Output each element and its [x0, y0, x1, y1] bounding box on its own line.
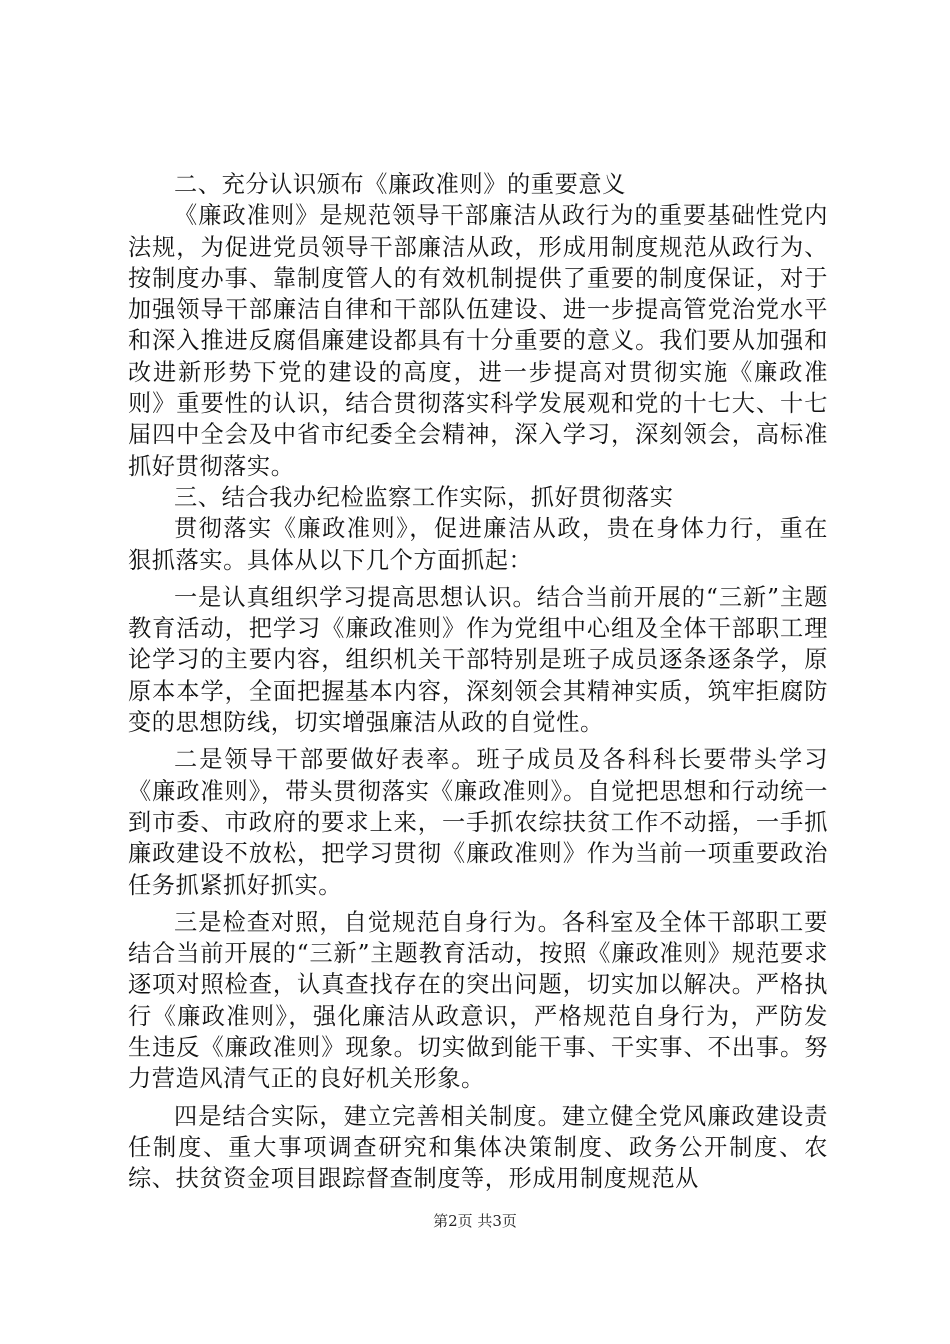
document-body [128, 169, 828, 1195]
paragraph: 一是认真组织学习提高思想认识。结合当前开展的“三新”主题教育活动，把学习《廉政准则》作为党组中心组及全体干部职工理论学习的主要内容，组织机关干部特别是班子成员逐条逐条学，原原本本学，全面把握基本内容，深刻领会其精神实质，筑牢拒腐防变的思想防线，切实增强廉洁从政的自觉性。 [128, 583, 828, 737]
paragraph: 三是检查对照，自觉规范自身行为。各科室及全体干部职工要结合当前开展的“三新”主题教育活动，按照《廉政准则》规范要求逐项对照检查，认真查找存在的突出问题，切实加以解决。严格执行《廉政准则》，强化廉洁从政意识，严格规范自身行为，严防发生违反《廉政准则》现象。切实做到能干事、干实事、不出事。努力营造风清气正的良好机关形象。 [128, 908, 828, 1093]
paragraph: 《廉政准则》是规范领导干部廉洁从政行为的重要基础性党内法规，为促进党员领导干部廉洁从政，形成用制度规范从政行为、按制度办事、靠制度管人的有效机制提供了重要的制度保证，对于加强领导干部廉洁自律和干部队伍建设、进一步提高管党治党水平和深入推进反腐倡廉建设都具有十分重要的意义。我们要从加强和改进新形势下党的建设的高度，进一步提高对贯彻实施《廉政准则》重要性的认识，结合贯彻落实科学发展观和党的十七大、十七届四中全会及中省市纪委全会精神，深入学习，深刻领会，高标准抓好贯彻落实。 [128, 202, 828, 480]
section-heading-2: 二、充分认识颁布《廉政准则》的重要意义 [174, 171, 626, 198]
section-heading-3: 三、结合我办纪检监察工作实际，抓好贯彻落实 [174, 483, 674, 511]
paragraph: 二是领导干部要做好表率。班子成员及各科科长要带头学习《廉政准则》，带头贯彻落实《廉政准则》。自觉把思想和行动统一到市委、市政府的要求上来，一手抓农综扶贫工作不动摇，一手抓廉政建设不放松，把学习贯彻《廉政准则》作为当前一项重要政治任务抓紧抓好抓实。 [128, 746, 828, 899]
paragraph: 贯彻落实《廉政准则》，促进廉洁从政，贵在身体力行，重在狠抓落实。具体从以下几个方面抓起： [128, 515, 828, 574]
page-number-footer: 第2页 共3页 [433, 1212, 517, 1230]
paragraph: 四是结合实际，建立完善相关制度。建立健全党风廉政建设责任制度、重大事项调查研究和集体决策制度、政务公开制度、农综、扶贫资金项目跟踪督查制度等，形成用制度规范从 [128, 1102, 828, 1193]
